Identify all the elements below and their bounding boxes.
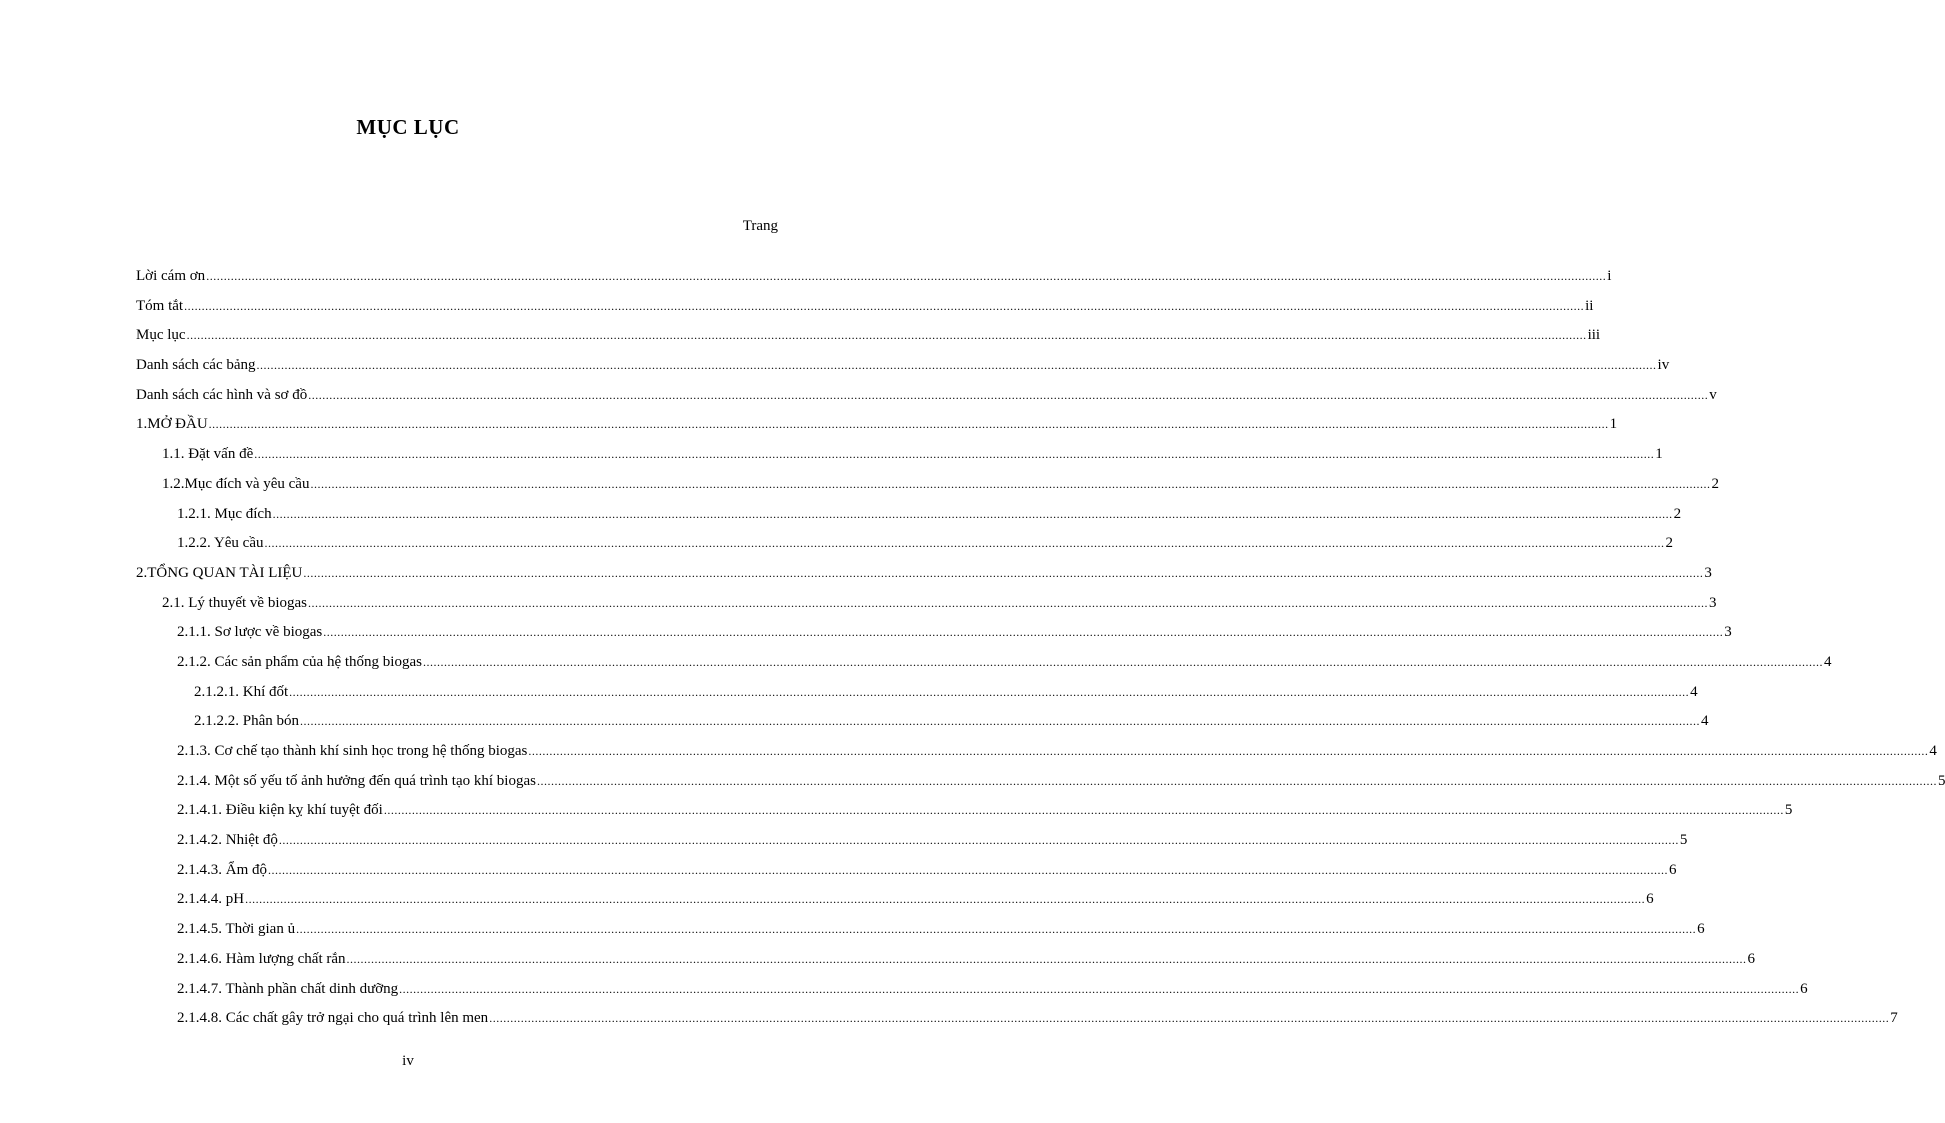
toc-entry-page: 1 xyxy=(1609,416,1618,433)
toc-entry-label: 2.1.4.3. Ẩm độ xyxy=(177,861,267,878)
toc-entry-page: v xyxy=(1709,386,1717,403)
dot-leader: ................................................................................................................................................................................................................................................................................................................................................................................................................ xyxy=(528,744,1929,758)
dot-leader: ................................................................................................................................................................................................................................................................................................................................................................................................................ xyxy=(289,684,1690,699)
toc-entry xyxy=(136,737,1937,767)
toc-entry-label: Lời cám ơn xyxy=(136,268,206,284)
toc-entry-label: 1.2.2. Yêu cầu xyxy=(177,535,264,552)
dot-leader: ................................................................................................................................................................................................................................................................................................................................................................................................................ xyxy=(300,714,1700,729)
toc-entry xyxy=(136,381,1717,411)
toc-entry-label: 2.1.3. Cơ chế tạo thành khí sinh học trong hệ thống biogas xyxy=(177,743,528,759)
toc-entry xyxy=(136,559,1712,589)
toc-entry-label: Mục lục xyxy=(136,327,186,344)
toc-entry-page: 5 xyxy=(1937,772,1945,789)
toc-entry-page: 2 xyxy=(1665,535,1673,552)
toc-entry xyxy=(136,529,1673,559)
dot-leader: ................................................................................................................................................................................................................................................................................................................................................................................................................ xyxy=(186,328,1587,343)
toc-entry-label: 1.2.1. Mục đích xyxy=(177,505,272,522)
toc-entry xyxy=(136,648,1832,678)
toc-entry xyxy=(136,796,1793,826)
toc-entry-label: 2.1.4.7. Thành phần chất dinh dưỡng xyxy=(177,980,399,997)
toc-entry-page: 6 xyxy=(1747,950,1756,967)
toc-entry xyxy=(136,767,1945,797)
toc-entry-label: 2.1.4.4. pH xyxy=(177,891,245,908)
toc-entry xyxy=(136,915,1705,945)
dot-leader: ................................................................................................................................................................................................................................................................................................................................................................................................................ xyxy=(206,269,1607,283)
toc-entry-page: 4 xyxy=(1929,743,1937,759)
toc-entry-page: 3 xyxy=(1708,594,1717,611)
dot-leader: ................................................................................................................................................................................................................................................................................................................................................................................................................ xyxy=(536,773,1937,788)
toc-entry-label: 2.1.4. Một số yếu tố ảnh hưởng đến quá trình tạo khí biogas xyxy=(177,772,536,789)
toc-entry-label: 2.1.1. Sơ lược về biogas xyxy=(177,624,323,641)
toc-entry xyxy=(136,262,1612,292)
dot-leader: ................................................................................................................................................................................................................................................................................................................................................................................................................ xyxy=(383,803,1784,818)
dot-leader: ................................................................................................................................................................................................................................................................................................................................................................................................................ xyxy=(245,892,1646,907)
toc-entry xyxy=(136,707,1709,737)
toc-entry xyxy=(136,618,1732,648)
toc-entry-page: 6 xyxy=(1800,980,1808,997)
toc-entry-page: 4 xyxy=(1823,653,1832,670)
toc-entry-label: Danh sách các bảng xyxy=(136,357,256,374)
toc-entry-page: 2 xyxy=(1711,475,1719,492)
toc-entry-page: 1 xyxy=(1655,446,1663,463)
toc-entry-label: 2.1.4.1. Điều kiện kỵ khí tuyệt đối xyxy=(177,802,383,819)
toc-entry xyxy=(136,945,1756,975)
toc-entry-label: 2.1. Lý thuyết về biogas xyxy=(162,594,307,611)
toc-entry-page: 4 xyxy=(1701,713,1709,730)
dot-leader: ................................................................................................................................................................................................................................................................................................................................................................................................................ xyxy=(422,654,1823,669)
toc-entry xyxy=(136,351,1670,381)
dot-leader: ................................................................................................................................................................................................................................................................................................................................................................................................................ xyxy=(208,417,1609,432)
toc-entry xyxy=(136,440,1663,470)
toc-entry xyxy=(136,292,1594,322)
dot-leader: ................................................................................................................................................................................................................................................................................................................................................................................................................ xyxy=(272,506,1673,521)
toc-entry-label: 1.2.Mục đích và yêu cầu xyxy=(162,475,310,492)
toc-entry-page: iii xyxy=(1587,327,1601,344)
toc-entry-page: iv xyxy=(1657,357,1670,374)
page-title: MỤC LỤC xyxy=(356,115,460,139)
dot-leader: ................................................................................................................................................................................................................................................................................................................................................................................................................ xyxy=(254,447,1655,462)
dot-leader: ................................................................................................................................................................................................................................................................................................................................................................................................................ xyxy=(264,536,1665,551)
toc-entry xyxy=(136,589,1717,619)
dot-leader: ................................................................................................................................................................................................................................................................................................................................................................................................................ xyxy=(323,625,1724,640)
toc-entry xyxy=(136,470,1719,500)
toc-entry-label: 2.1.2.1. Khí đốt xyxy=(194,683,289,700)
dot-leader: ................................................................................................................................................................................................................................................................................................................................................................................................................ xyxy=(399,981,1800,996)
dot-leader: ................................................................................................................................................................................................................................................................................................................................................................................................................ xyxy=(256,358,1657,373)
dot-leader: ................................................................................................................................................................................................................................................................................................................................................................................................................ xyxy=(346,951,1747,966)
page-column-header: Trang xyxy=(742,218,778,234)
dot-leader: ................................................................................................................................................................................................................................................................................................................................................................................................................ xyxy=(303,565,1704,580)
toc-entry-page: 5 xyxy=(1679,832,1688,849)
toc-entry-page: ii xyxy=(1585,297,1594,314)
toc-entry-label: 2.TỔNG QUAN TÀI LIỆU xyxy=(136,564,303,581)
toc-entry-page: 3 xyxy=(1724,624,1732,641)
toc-entry xyxy=(136,500,1682,530)
dot-leader: ................................................................................................................................................................................................................................................................................................................................................................................................................ xyxy=(268,862,1668,877)
toc-entry xyxy=(136,1004,1898,1034)
toc-entry xyxy=(136,826,1688,856)
toc-entry-label: 2.1.4.5. Thời gian ủ xyxy=(177,921,296,938)
toc-entry xyxy=(136,856,1677,886)
toc-entry-page: 6 xyxy=(1697,921,1705,938)
toc-entry-label: 2.1.4.8. Các chất gây trở ngại cho quá trình lên men xyxy=(177,1010,489,1027)
toc-entry-label: 1.MỞ ĐẦU xyxy=(136,416,208,433)
toc-entry-label: 2.1.4.2. Nhiệt độ xyxy=(177,832,278,849)
toc-entry-page: 2 xyxy=(1673,505,1682,522)
toc-entry-label: Danh sách các hình và sơ đồ xyxy=(136,386,308,403)
dot-leader: ................................................................................................................................................................................................................................................................................................................................................................................................................ xyxy=(184,298,1585,313)
dot-leader: ................................................................................................................................................................................................................................................................................................................................................................................................................ xyxy=(278,833,1679,848)
toc-entry-page: i xyxy=(1607,268,1612,284)
table-of-contents xyxy=(136,262,1945,1034)
toc-entry xyxy=(136,885,1654,915)
toc-entry xyxy=(136,321,1601,351)
dot-leader: ................................................................................................................................................................................................................................................................................................................................................................................................................ xyxy=(307,595,1708,610)
page-number: iv xyxy=(402,1053,414,1069)
dot-leader: ................................................................................................................................................................................................................................................................................................................................................................................................................ xyxy=(296,922,1697,937)
dot-leader: ................................................................................................................................................................................................................................................................................................................................................................................................................ xyxy=(310,476,1711,491)
toc-entry-page: 6 xyxy=(1669,861,1677,878)
toc-entry-page: 6 xyxy=(1646,891,1654,908)
toc-entry xyxy=(136,410,1618,440)
toc-entry-label: 2.1.2. Các sản phẩm của hệ thống biogas xyxy=(177,653,422,670)
toc-entry xyxy=(136,678,1698,708)
dot-leader: ................................................................................................................................................................................................................................................................................................................................................................................................................ xyxy=(489,1011,1890,1026)
toc-entry-label: 2.1.4.6. Hàm lượng chất rắn xyxy=(177,950,346,967)
toc-entry xyxy=(136,975,1808,1005)
toc-entry-page: 7 xyxy=(1890,1010,1898,1027)
toc-entry-label: 2.1.2.2. Phân bón xyxy=(194,713,299,730)
toc-entry-page: 3 xyxy=(1704,564,1712,581)
toc-entry-label: 1.1. Đặt vấn đề xyxy=(162,446,254,463)
toc-entry-page: 5 xyxy=(1784,802,1793,819)
toc-entry-page: 4 xyxy=(1690,683,1698,700)
toc-entry-label: Tóm tắt xyxy=(136,297,184,314)
dot-leader: ................................................................................................................................................................................................................................................................................................................................................................................................................ xyxy=(308,387,1709,402)
